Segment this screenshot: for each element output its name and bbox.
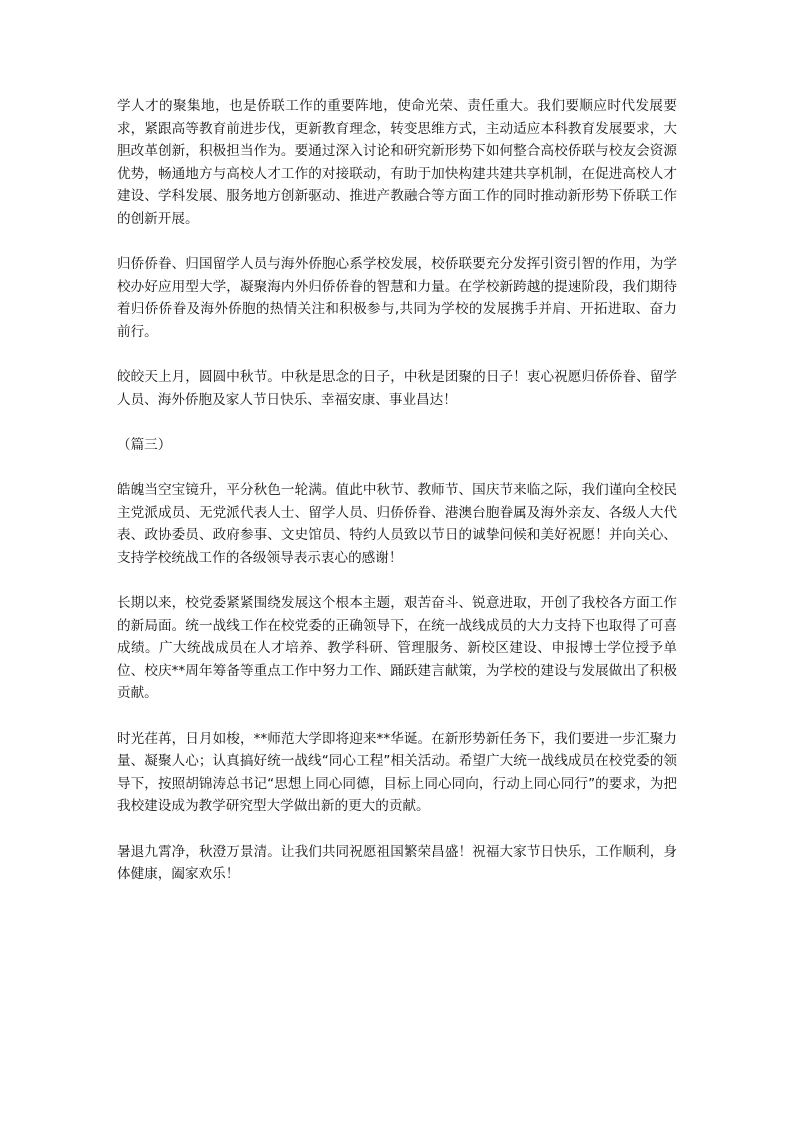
section-heading-part-three: （篇三） [117, 436, 172, 453]
paragraph-returned-overseas-support: 归侨侨眷、归国留学人员与海外侨胞心系学校发展，校侨联要充分发挥引资引智的作用，为学校办好应用型大学，凝聚海内外归侨侨眷的智慧和力量。在学校新跨越的提速阶段，我们期待着归侨侨眷及海外侨胞的热情关注和积极参与,共同为学校的发展携手并肩、开拓进取、奋力前行。 [117, 256, 677, 340]
paragraph-overseas-chinese-federation-role: 学人才的聚集地，也是侨联工作的重要阵地，使命光荣、责任重大。我们要顺应时代发展要求，紧跟高等教育前进步伐，更新教育理念，转变思维方式，主动适应本科教育发展要求，大胆改革创新，积极担当作为。要通过深入讨论和研究新形势下如何整合高校侨联与校友会资源优势，畅通地方与高校人才工作的对接联动，有助于加快构建共建共享机制，在促进高校人才建设、学科发展、服务地方创新驱动、推进产教融合等方面工作的同时推动新形势下侨联工作的创新开展。 [117, 98, 677, 227]
paragraph-mid-autumn-wishes: 皎皎天上月，圆圆中秋节。中秋是思念的日子，中秋是团聚的日子！衷心祝愿归侨侨眷、留学人员、海外侨胞及家人节日快乐、幸福安康、事业昌达！ [117, 369, 677, 408]
paragraph-festival-greetings: 皓魄当空宝镜升，平分秋色一轮满。值此中秋节、教师节、国庆节来临之际，我们谨向全校民主党派成员、无党派代表人士、留学人员、归侨侨眷、港澳台胞眷属及海外亲友、各级人大代表、政协委员、政府参事、文史馆员、特约人员致以节日的诚挚问候和美好祝愿！并向关心、支持学校统战工作的各级领导表示衷心的感谢！ [117, 482, 677, 566]
paragraph-united-front-achievements: 长期以来，校党委紧紧围绕发展这个根本主题，艰苦奋斗、锐意进取，开创了我校各方面工作的新局面。统一战线工作在校党委的正确领导下，在统一战线成员的大力支持下也取得了可喜成绩。广大统战成员在人才培养、教学科研、管理服务、新校区建设、申报博士学位授予单位、校庆**周年筹备等重点工作中努力工作、踊跃建言献策，为学校的建设与发展做出了积极贡献。 [117, 595, 677, 702]
paragraph-anniversary-outlook: 时光荏苒，日月如梭，**师范大学即将迎来**华诞。在新形势新任务下，我们要进一步汇聚力量、凝聚人心；认真搞好统一战线“同心工程”相关活动。希望广大统一战线成员在校党委的领导下，按照胡锦涛总书记“思想上同心同德，目标上同心同向，行动上同心同行”的要求，为把我校建设成为教学研究型大学做出新的更大的贡献。 [117, 730, 677, 815]
paragraph-closing-wishes: 暑退九霄净，秋澄万景清。让我们共同祝愿祖国繁荣昌盛！祝福大家节日快乐，工作顺利，身体健康，阖家欢乐！ [117, 843, 677, 883]
document-body [117, 95, 677, 908]
